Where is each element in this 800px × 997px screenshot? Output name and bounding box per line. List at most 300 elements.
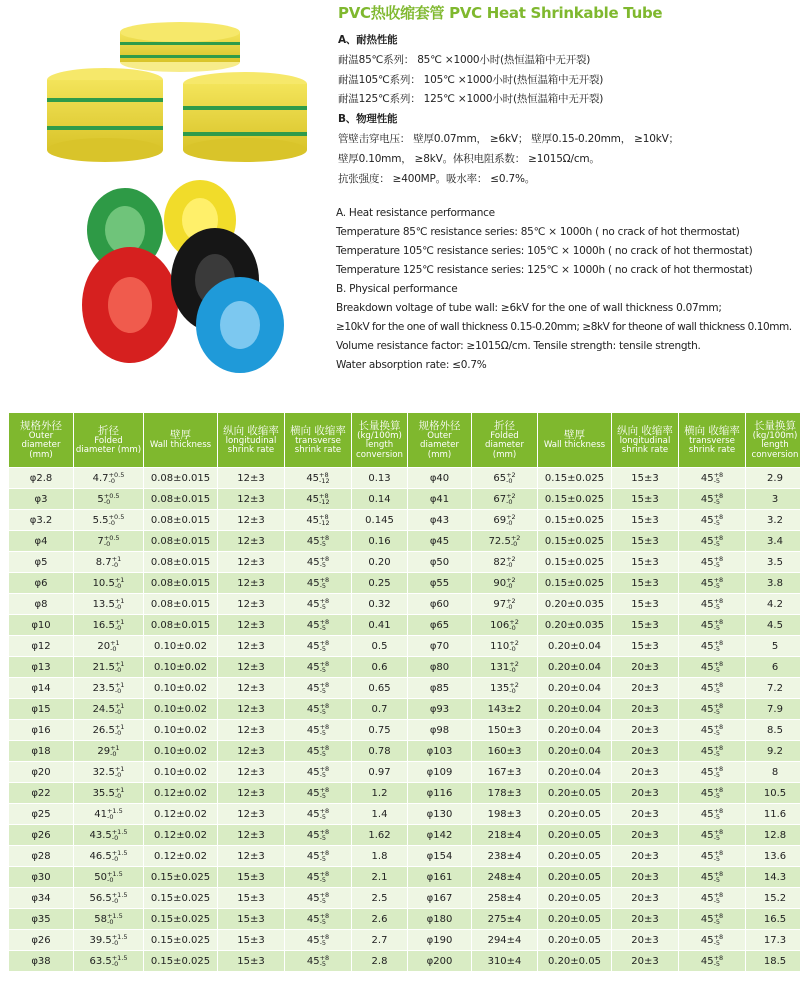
wall-thickness: 0.08±0.015: [144, 531, 217, 551]
folded-diameter: 178±3: [472, 783, 537, 803]
length-conversion: 0.5: [352, 636, 407, 656]
folded-diameter: 294±4: [472, 930, 537, 950]
column-header-en: Folded diameter (mm): [75, 435, 142, 455]
tolerance: +8 -5: [713, 933, 724, 947]
length-conversion: 0.97: [352, 762, 407, 782]
transverse-shrink-rate: 45 +8 -5: [285, 951, 351, 971]
table-row: [9, 678, 800, 698]
en-info-line: Breakdown voltage of tube wall: ≥6kV for the one of wall thickness 0.07mm;: [336, 302, 722, 314]
longitudinal-shrink-rate: 12±3: [218, 468, 284, 488]
outer-diameter: φ180: [408, 909, 471, 929]
column-header: [74, 413, 143, 467]
outer-diameter: φ10: [9, 615, 73, 635]
tolerance: +1 -0: [110, 744, 120, 758]
cn-info-line: 管壁击穿电压： 壁厚0.07mm， ≥6kV； 壁厚0.15-0.20mm， ≥10kV；: [338, 133, 679, 145]
transverse-shrink-rate: 45 +8 -5: [285, 720, 351, 740]
folded-diameter: 275±4: [472, 909, 537, 929]
table-row: [9, 552, 800, 572]
longitudinal-shrink-rate: 20±3: [612, 720, 678, 740]
column-header-en: (kg/100m) length conversion: [751, 430, 799, 460]
tolerance: +1 -0: [114, 597, 125, 611]
outer-diameter: φ30: [9, 867, 73, 887]
table-row: [9, 720, 800, 740]
longitudinal-shrink-rate: 12±3: [218, 804, 284, 824]
folded-diameter: 26.5 +1 -0: [74, 720, 143, 740]
transverse-shrink-rate: 45 +8 -5: [679, 720, 745, 740]
transverse-shrink-rate: 45 +8 -5: [285, 594, 351, 614]
tolerance: +8 -5: [713, 492, 724, 506]
transverse-shrink-rate: 45 +8 -5: [285, 615, 351, 635]
outer-diameter: φ167: [408, 888, 471, 908]
transverse-shrink-rate: 45 +8 -5: [679, 909, 745, 929]
transverse-shrink-rate: 45 +8 -5: [285, 825, 351, 845]
wall-thickness: 0.08±0.015: [144, 489, 217, 509]
tolerance: +8 -5: [319, 534, 330, 548]
column-header-cn: 折径: [494, 419, 515, 432]
length-conversion: 11.6: [746, 804, 800, 824]
wall-thickness: 0.15±0.025: [538, 489, 611, 509]
longitudinal-shrink-rate: 20±3: [612, 909, 678, 929]
transverse-shrink-rate: 45 +8 -5: [679, 531, 745, 551]
outer-diameter: φ20: [9, 762, 73, 782]
transverse-shrink-rate: 45 +8 -5: [679, 573, 745, 593]
outer-diameter: φ161: [408, 867, 471, 887]
longitudinal-shrink-rate: 12±3: [218, 594, 284, 614]
wall-thickness: 0.12±0.02: [144, 804, 217, 824]
longitudinal-shrink-rate: 15±3: [612, 489, 678, 509]
column-header-cn: 横向 收缩率: [290, 424, 346, 437]
wall-thickness: 0.10±0.02: [144, 720, 217, 740]
wall-thickness: 0.20±0.04: [538, 741, 611, 761]
length-conversion: 4.5: [746, 615, 800, 635]
table-row: [9, 825, 800, 845]
transverse-shrink-rate: 45 +8 -5: [285, 552, 351, 572]
table-row: [9, 489, 800, 509]
tolerance: +8 -5: [713, 618, 724, 632]
outer-diameter: φ8: [9, 594, 73, 614]
cn-info-line: 耐温85℃系列： 85℃ ×1000小时(热恒温箱中无开裂): [338, 54, 591, 66]
transverse-shrink-rate: 45 +8 -5: [285, 678, 351, 698]
longitudinal-shrink-rate: 15±3: [612, 636, 678, 656]
folded-diameter: 72.5 +2 -0: [472, 531, 537, 551]
wall-thickness: 0.20±0.05: [538, 825, 611, 845]
wall-thickness: 0.20±0.05: [538, 930, 611, 950]
table-row: [9, 699, 800, 719]
column-header-en: longitudinal shrink rate: [225, 435, 277, 455]
tolerance: +0.5 -0: [103, 534, 120, 548]
outer-diameter: φ3.2: [9, 510, 73, 530]
tolerance: +2 -0: [509, 681, 519, 695]
tolerance: +8 -5: [713, 828, 724, 842]
longitudinal-shrink-rate: 20±3: [612, 762, 678, 782]
folded-diameter: 106 +2 -0: [472, 615, 537, 635]
en-info-line: Volume resistance factor: ≥1015Ω/cm. Tensile strength: tensile strength.: [336, 340, 701, 352]
longitudinal-shrink-rate: 15±3: [218, 951, 284, 971]
transverse-shrink-rate: 45 +8 -5: [285, 636, 351, 656]
length-conversion: 1.8: [352, 846, 407, 866]
table-row: [9, 510, 800, 530]
column-header-en: (kg/100m) length conversion: [356, 430, 403, 460]
folded-diameter: 167±3: [472, 762, 537, 782]
wall-thickness: 0.12±0.02: [144, 783, 217, 803]
folded-diameter: 20 +1 -0: [74, 636, 143, 656]
column-header: [679, 413, 745, 467]
tolerance: +8 -5: [713, 744, 724, 758]
tolerance: +8 -5: [319, 639, 330, 653]
tolerance: +8 -5: [319, 765, 330, 779]
wall-thickness: 0.15±0.025: [538, 552, 611, 572]
longitudinal-shrink-rate: 15±3: [612, 468, 678, 488]
column-header: [538, 413, 611, 467]
tolerance: +2 -0: [506, 492, 516, 506]
tolerance: +8 -5: [713, 912, 724, 926]
tolerance: +8 -5: [713, 534, 724, 548]
transverse-shrink-rate: 45 +8 -5: [679, 468, 745, 488]
outer-diameter: φ45: [408, 531, 471, 551]
tolerance: +1 -0: [114, 765, 125, 779]
wall-thickness: 0.20±0.035: [538, 594, 611, 614]
outer-diameter: φ154: [408, 846, 471, 866]
table-row: [9, 594, 800, 614]
longitudinal-shrink-rate: 20±3: [612, 657, 678, 677]
length-conversion: 0.65: [352, 678, 407, 698]
outer-diameter: φ13: [9, 657, 73, 677]
column-header: [612, 413, 678, 467]
length-conversion: 0.145: [352, 510, 407, 530]
folded-diameter: 5 +0.5 -0: [74, 489, 143, 509]
longitudinal-shrink-rate: 12±3: [218, 636, 284, 656]
column-header-cn: 折径: [98, 424, 119, 437]
length-conversion: 15.2: [746, 888, 800, 908]
length-conversion: 0.25: [352, 573, 407, 593]
header-section: [0, 0, 800, 405]
tolerance: +8 -5: [713, 660, 724, 674]
column-header-en: Outer diameter (mm): [420, 430, 459, 460]
folded-diameter: 24.5 +1 -0: [74, 699, 143, 719]
table-row: [9, 762, 800, 782]
tolerance: +2 -0: [506, 513, 516, 527]
table-row: [9, 804, 800, 824]
folded-diameter: 41 +1.5 -0: [74, 804, 143, 824]
wall-thickness: 0.10±0.02: [144, 636, 217, 656]
longitudinal-shrink-rate: 20±3: [612, 951, 678, 971]
column-header-en: transverse shrink rate: [294, 435, 342, 455]
tolerance: +8 -5: [713, 513, 724, 527]
wall-thickness: 0.12±0.02: [144, 846, 217, 866]
length-conversion: 13.6: [746, 846, 800, 866]
tolerance: +8 -12: [319, 513, 330, 527]
tolerance: +2 -0: [506, 555, 516, 569]
tolerance: +1 -0: [114, 702, 125, 716]
tolerance: +1.5 -0: [111, 828, 128, 842]
page-title: PVC热收缩套管 PVC Heat Shrinkable Tube: [338, 4, 663, 22]
wall-thickness: 0.15±0.025: [144, 951, 217, 971]
wall-thickness: 0.10±0.02: [144, 678, 217, 698]
outer-diameter: φ190: [408, 930, 471, 950]
folded-diameter: 310±4: [472, 951, 537, 971]
transverse-shrink-rate: 45 +8 -5: [679, 804, 745, 824]
wall-thickness: 0.20±0.05: [538, 846, 611, 866]
tolerance: +1 -0: [114, 681, 125, 695]
longitudinal-shrink-rate: 12±3: [218, 552, 284, 572]
colored-tube-rolls-image: [80, 180, 295, 375]
tolerance: +8 -5: [319, 933, 330, 947]
tolerance: +1.5 -0: [111, 933, 128, 947]
length-conversion: 2.1: [352, 867, 407, 887]
outer-diameter: φ80: [408, 657, 471, 677]
length-conversion: 8.5: [746, 720, 800, 740]
longitudinal-shrink-rate: 20±3: [612, 867, 678, 887]
folded-diameter: 21.5 +1 -0: [74, 657, 143, 677]
folded-diameter: 248±4: [472, 867, 537, 887]
wall-thickness: 0.15±0.025: [538, 531, 611, 551]
table-row: [9, 741, 800, 761]
transverse-shrink-rate: 45 +8 -12: [285, 468, 351, 488]
tolerance: +8 -5: [713, 765, 724, 779]
column-header-cn: 横向 收缩率: [684, 424, 740, 437]
tolerance: +8 -12: [319, 492, 330, 506]
tolerance: +8 -5: [713, 870, 724, 884]
transverse-shrink-rate: 45 +8 -5: [285, 867, 351, 887]
tolerance: +8 -5: [319, 744, 330, 758]
transverse-shrink-rate: 45 +8 -5: [285, 846, 351, 866]
wall-thickness: 0.15±0.025: [538, 468, 611, 488]
length-conversion: 0.7: [352, 699, 407, 719]
wall-thickness: 0.15±0.025: [538, 510, 611, 530]
folded-diameter: 50 +1.5 -0: [74, 867, 143, 887]
wall-thickness: 0.15±0.025: [144, 888, 217, 908]
tolerance: +1 -0: [114, 660, 125, 674]
length-conversion: 4.2: [746, 594, 800, 614]
folded-diameter: 39.5 +1.5 -0: [74, 930, 143, 950]
folded-diameter: 58 +1.5 -0: [74, 909, 143, 929]
table-body: [9, 468, 800, 971]
outer-diameter: φ15: [9, 699, 73, 719]
longitudinal-shrink-rate: 12±3: [218, 657, 284, 677]
length-conversion: 12.8: [746, 825, 800, 845]
outer-diameter: φ34: [9, 888, 73, 908]
longitudinal-shrink-rate: 12±3: [218, 699, 284, 719]
length-conversion: 0.6: [352, 657, 407, 677]
table-row: [9, 531, 800, 551]
outer-diameter: φ40: [408, 468, 471, 488]
wall-thickness: 0.20±0.04: [538, 657, 611, 677]
folded-diameter: 35.5 +1 -0: [74, 783, 143, 803]
folded-diameter: 160±3: [472, 741, 537, 761]
tolerance: +8 -5: [713, 954, 724, 968]
tolerance: +8 -5: [319, 891, 330, 905]
wall-thickness: 0.20±0.04: [538, 699, 611, 719]
tolerance: +2 -0: [510, 534, 521, 548]
wall-thickness: 0.20±0.04: [538, 720, 611, 740]
tolerance: +8 -12: [319, 471, 330, 485]
longitudinal-shrink-rate: 12±3: [218, 510, 284, 530]
tolerance: +8 -5: [319, 597, 330, 611]
wall-thickness: 0.08±0.015: [144, 510, 217, 530]
folded-diameter: 218±4: [472, 825, 537, 845]
outer-diameter: φ16: [9, 720, 73, 740]
folded-diameter: 135 +2 -0: [472, 678, 537, 698]
transverse-shrink-rate: 45 +8 -5: [679, 657, 745, 677]
transverse-shrink-rate: 45 +8 -5: [285, 762, 351, 782]
outer-diameter: φ130: [408, 804, 471, 824]
transverse-shrink-rate: 45 +8 -5: [679, 825, 745, 845]
folded-diameter: 43.5 +1.5 -0: [74, 825, 143, 845]
length-conversion: 5: [746, 636, 800, 656]
column-header-cn: 规格外径: [20, 419, 62, 432]
cn-info-line: B、物理性能: [338, 113, 398, 125]
length-conversion: 0.14: [352, 489, 407, 509]
yellow-green-tube-rolls-image: [45, 22, 310, 162]
tolerance: +1 -0: [110, 639, 120, 653]
length-conversion: 16.5: [746, 909, 800, 929]
transverse-shrink-rate: 45 +8 -5: [285, 657, 351, 677]
wall-thickness: 0.10±0.02: [144, 657, 217, 677]
tolerance: +8 -5: [319, 828, 330, 842]
wall-thickness: 0.10±0.02: [144, 762, 217, 782]
transverse-shrink-rate: 45 +8 -5: [285, 930, 351, 950]
length-conversion: 17.3: [746, 930, 800, 950]
longitudinal-shrink-rate: 15±3: [218, 909, 284, 929]
longitudinal-shrink-rate: 12±3: [218, 573, 284, 593]
transverse-shrink-rate: 45 +8 -5: [679, 888, 745, 908]
length-conversion: 2.5: [352, 888, 407, 908]
transverse-shrink-rate: 45 +8 -5: [285, 909, 351, 929]
tolerance: +8 -5: [319, 807, 330, 821]
transverse-shrink-rate: 45 +8 -5: [285, 783, 351, 803]
longitudinal-shrink-rate: 12±3: [218, 678, 284, 698]
tolerance: +0.5 -0: [108, 513, 125, 527]
longitudinal-shrink-rate: 15±3: [612, 552, 678, 572]
table-row: [9, 783, 800, 803]
folded-diameter: 90 +2 -0: [472, 573, 537, 593]
outer-diameter: φ98: [408, 720, 471, 740]
column-header-cn: 长量换算: [358, 419, 401, 432]
tolerance: +8 -5: [319, 723, 330, 737]
folded-diameter: 8.7 +1 -0: [74, 552, 143, 572]
wall-thickness: 0.20±0.04: [538, 636, 611, 656]
longitudinal-shrink-rate: 12±3: [218, 762, 284, 782]
table-row: [9, 615, 800, 635]
longitudinal-shrink-rate: 20±3: [612, 888, 678, 908]
en-info-line: Water absorption rate: ≤0.7%: [336, 359, 487, 371]
wall-thickness: 0.15±0.025: [144, 930, 217, 950]
wall-thickness: 0.08±0.015: [144, 573, 217, 593]
outer-diameter: φ28: [9, 846, 73, 866]
length-conversion: 10.5: [746, 783, 800, 803]
length-conversion: 3.8: [746, 573, 800, 593]
column-header-en: transverse shrink rate: [688, 435, 736, 455]
tolerance: +8 -5: [713, 639, 724, 653]
tolerance: +1 -0: [114, 618, 125, 632]
folded-diameter: 69 +2 -0: [472, 510, 537, 530]
transverse-shrink-rate: 45 +8 -5: [679, 762, 745, 782]
tolerance: +1.5 -0: [111, 954, 128, 968]
en-info-line: Temperature 105℃ resistance series: 105℃ × 1000h ( no crack of hot thermostat): [336, 245, 753, 257]
tolerance: +8 -5: [319, 786, 330, 800]
column-header-cn: 长量换算: [754, 419, 796, 432]
length-conversion: 7.2: [746, 678, 800, 698]
outer-diameter: φ93: [408, 699, 471, 719]
transverse-shrink-rate: 45 +8 -5: [285, 741, 351, 761]
transverse-shrink-rate: 45 +8 -5: [679, 867, 745, 887]
length-conversion: 18.5: [746, 951, 800, 971]
tolerance: +0.5 -0: [108, 471, 125, 485]
transverse-shrink-rate: 45 +8 -5: [285, 699, 351, 719]
en-info-line: B. Physical performance: [336, 283, 458, 295]
tolerance: +1 -0: [111, 555, 122, 569]
longitudinal-shrink-rate: 20±3: [612, 699, 678, 719]
folded-diameter: 5.5 +0.5 -0: [74, 510, 143, 530]
column-header-en: Wall thickness: [149, 440, 212, 451]
length-conversion: 1.62: [352, 825, 407, 845]
longitudinal-shrink-rate: 20±3: [612, 678, 678, 698]
wall-thickness: 0.20±0.04: [538, 762, 611, 782]
column-header: [472, 413, 537, 467]
longitudinal-shrink-rate: 15±3: [612, 615, 678, 635]
column-header: [9, 413, 73, 467]
outer-diameter: φ60: [408, 594, 471, 614]
folded-diameter: 110 +2 -0: [472, 636, 537, 656]
transverse-shrink-rate: 45 +8 -5: [679, 846, 745, 866]
transverse-shrink-rate: 45 +8 -5: [679, 552, 745, 572]
outer-diameter: φ12: [9, 636, 73, 656]
tolerance: +1.5 -0: [111, 891, 128, 905]
length-conversion: 1.4: [352, 804, 407, 824]
length-conversion: 14.3: [746, 867, 800, 887]
table-row: [9, 867, 800, 887]
outer-diameter: φ2.8: [9, 468, 73, 488]
tolerance: +1.5 -0: [106, 807, 123, 821]
transverse-shrink-rate: 45 +8 -5: [679, 783, 745, 803]
length-conversion: 0.16: [352, 531, 407, 551]
outer-diameter: φ41: [408, 489, 471, 509]
tolerance: +8 -5: [713, 471, 724, 485]
tolerance: +8 -5: [713, 849, 724, 863]
cn-info-line: 抗张强度： ≥400MP。吸水率： ≤0.7%。: [338, 173, 536, 185]
outer-diameter: φ4: [9, 531, 73, 551]
column-header-cn: 壁厚: [564, 429, 585, 442]
folded-diameter: 258±4: [472, 888, 537, 908]
transverse-shrink-rate: 45 +8 -5: [679, 930, 745, 950]
transverse-shrink-rate: 45 +8 -12: [285, 510, 351, 530]
outer-diameter: φ26: [9, 930, 73, 950]
transverse-shrink-rate: 45 +8 -5: [679, 678, 745, 698]
outer-diameter: φ26: [9, 825, 73, 845]
transverse-shrink-rate: 45 +8 -5: [679, 510, 745, 530]
length-conversion: 6: [746, 657, 800, 677]
cn-info-line: 壁厚0.10mm， ≥8kV。体积电阻系数： ≥1015Ω/cm。: [338, 153, 600, 165]
column-header: [218, 413, 284, 467]
length-conversion: 0.13: [352, 468, 407, 488]
tolerance: +1 -0: [114, 723, 125, 737]
folded-diameter: 198±3: [472, 804, 537, 824]
cn-info-line: 耐温105℃系列： 105℃ ×1000小时(热恒温箱中无开裂): [338, 74, 604, 86]
transverse-shrink-rate: 45 +8 -5: [679, 615, 745, 635]
table-row: [9, 636, 800, 656]
tolerance: +2 -0: [509, 639, 519, 653]
length-conversion: 9.2: [746, 741, 800, 761]
longitudinal-shrink-rate: 15±3: [218, 867, 284, 887]
folded-diameter: 238±4: [472, 846, 537, 866]
outer-diameter: φ14: [9, 678, 73, 698]
wall-thickness: 0.20±0.05: [538, 867, 611, 887]
tolerance: +8 -5: [319, 618, 330, 632]
tolerance: +1 -0: [114, 786, 125, 800]
length-conversion: 0.75: [352, 720, 407, 740]
folded-diameter: 16.5 +1 -0: [74, 615, 143, 635]
table-row: [9, 573, 800, 593]
